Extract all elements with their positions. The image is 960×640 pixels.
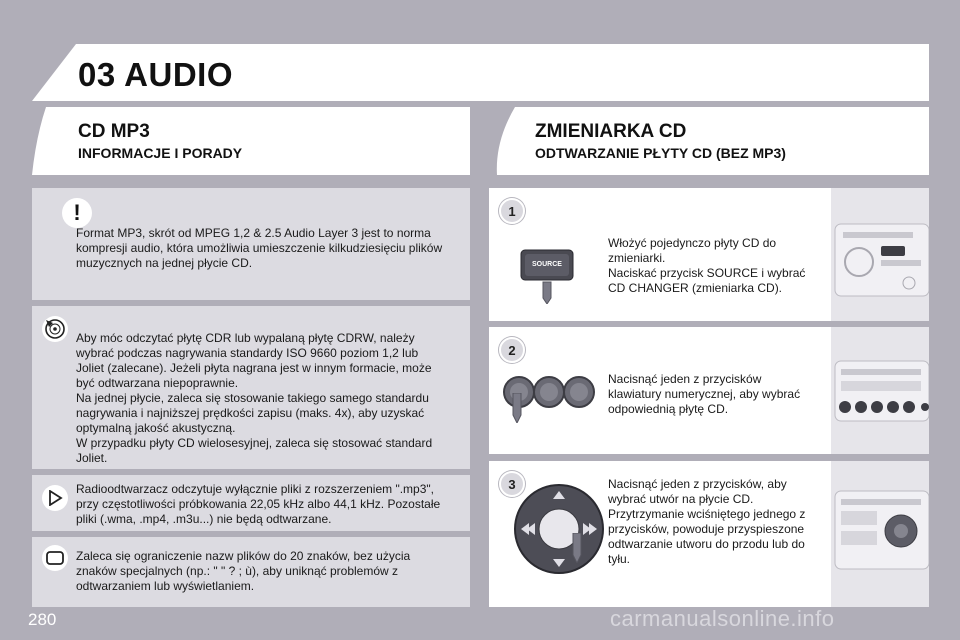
text-line: przy częstotliwości próbkowania 22,05 kHz albo 44,1 kHz. Pozostałe — [76, 497, 441, 511]
pointer-arrow-icon — [569, 533, 585, 563]
step-panel-1 — [489, 188, 929, 321]
text-line: pliki (.wma, .mp4, .m3u...) nie będą odtwarzane. — [76, 512, 332, 526]
info-text-cdr-standards — [76, 331, 460, 466]
text-line: Format MP3, skrót od MPEG 1,2 & 2.5 Audio Layer 3 jest to norma — [76, 226, 431, 240]
text-line: Joliet. — [76, 451, 108, 465]
watermark: carmanualsonline.info — [610, 606, 835, 631]
step-number-badge: 1 — [499, 198, 525, 224]
text-line: wybrać utwór na płycie CD. — [608, 492, 754, 506]
pointer-arrow-icon — [509, 393, 525, 423]
text-line: CD CHANGER (zmieniarka CD). — [608, 281, 783, 295]
step-number-badge: 3 — [499, 471, 525, 497]
right-section-title: ZMIENIARKA CD — [535, 121, 687, 142]
info-box-cdr-standards — [32, 306, 470, 469]
text-line: tyłu. — [608, 552, 631, 566]
text-line: zmieniarki. — [608, 251, 666, 265]
page-number: 280 — [28, 610, 57, 629]
text-line: Aby móc odczytać płytę CDR lub wypalaną płytę CDRW, należy — [76, 331, 415, 345]
text-line: muzycznych na jednej płycie CD. — [76, 256, 253, 270]
text-line: W przypadku płyty CD wielosesyjnej, zaleca się stosować standard — [76, 436, 433, 450]
navigation-pad[interactable] — [513, 483, 605, 575]
text-line: Nacisnąć jeden z przycisków, aby — [608, 477, 787, 491]
preset-button-3[interactable] — [562, 375, 596, 409]
text-line: kompresji audio, która umożliwia umieszczenie kilkudziesięciu plików — [76, 241, 443, 255]
info-box-file-extensions — [32, 475, 470, 531]
step-text-1 — [608, 236, 823, 296]
text-line: optymalną jakość akustyczną. — [76, 421, 236, 435]
disc-icon — [42, 316, 68, 342]
radio-thumbnail-2 — [831, 327, 929, 454]
text-line: Włożyć pojedynczo płyty CD do — [608, 236, 777, 250]
text-line: odtwarzaniem lub wyświetlaniem. — [76, 579, 255, 593]
text-line: nagrywania i najniższej prędkości zapisu (maks. 4x), aby uzyskać — [76, 406, 425, 420]
step-panel-2 — [489, 327, 929, 454]
text-line: Naciskać przycisk SOURCE i wybrać — [608, 266, 806, 280]
right-section-subtitle: ODTWARZANIE PŁYTY CD (BEZ MP3) — [535, 145, 786, 161]
info-text-mp3-format — [76, 226, 460, 271]
left-section-title: CD MP3 — [78, 121, 150, 142]
text-line: odpowiednią płytę CD. — [608, 402, 729, 416]
info-box-mp3-format — [32, 188, 470, 300]
radio-thumbnail-1 — [831, 188, 929, 321]
step-text-3 — [608, 477, 823, 567]
preset-button-2[interactable] — [532, 375, 566, 409]
step-panel-3 — [489, 461, 929, 607]
step-number-badge: 2 — [499, 337, 525, 363]
display-icon — [42, 545, 68, 571]
text-line: Joliet (zalecane). Jeżeli płyta nagrana jest w innym formacie, może — [76, 361, 432, 375]
info-text-file-extensions — [76, 482, 460, 527]
text-line: być odtwarzana niepoprawnie. — [76, 376, 239, 390]
text-line: Na jednej płycie, zaleca się stosowanie takiego samego standardu — [76, 391, 429, 405]
exclamation-icon: ! — [62, 198, 92, 228]
text-line: odtwarzanie utworu do przodu lub do — [608, 537, 805, 551]
info-box-file-names — [32, 537, 470, 607]
text-line: Zaleca się ograniczenie nazw plików do 20 znaków, bez użycia — [76, 549, 411, 563]
play-icon — [42, 485, 68, 511]
text-line: klawiatury numerycznej, aby wybrać — [608, 387, 801, 401]
text-line: przycisków, powoduje przyspieszone — [608, 522, 805, 536]
left-section-subtitle: INFORMACJE I PORADY — [78, 145, 243, 161]
title-fold-decoration — [32, 44, 76, 101]
radio-thumbnail-3 — [831, 461, 929, 607]
step-text-2 — [608, 372, 823, 417]
text-line: wybrać podczas nagrywania standardy ISO 9660 poziom 1,2 lub — [76, 346, 419, 360]
page-title: 03 AUDIO — [78, 56, 233, 93]
source-button-label: SOURCE — [532, 261, 562, 268]
info-text-file-names — [76, 549, 460, 594]
text-line: Radioodtwarzacz odczytuje wyłącznie pliki z rozszerzeniem ".mp3", — [76, 482, 434, 496]
text-line: Przytrzymanie wciśniętego jednego z — [608, 507, 806, 521]
text-line: Nacisnąć jeden z przycisków — [608, 372, 762, 386]
text-line: znaków specjalnych (np.: " " ? ; ù), aby uniknąć problemów z — [76, 564, 399, 578]
